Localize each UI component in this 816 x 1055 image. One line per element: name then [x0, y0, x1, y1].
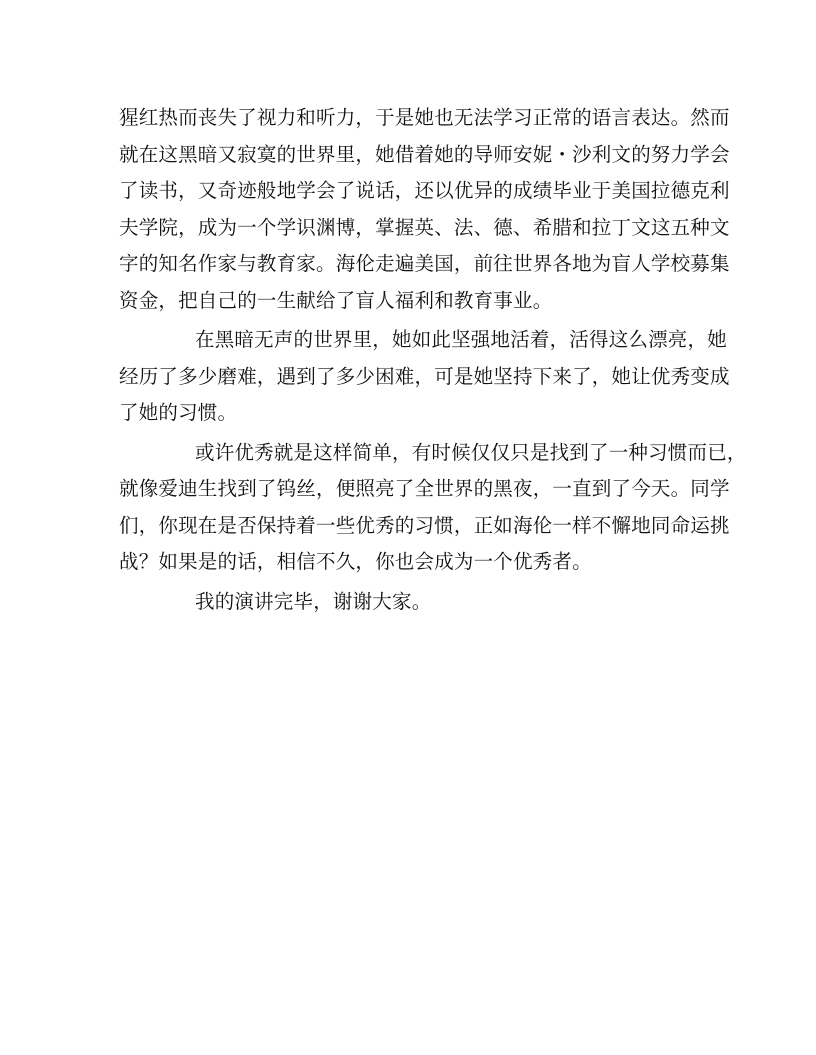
text-line: 了她的习惯。 [119, 401, 238, 424]
paragraph-closing-thanks [119, 584, 699, 621]
text-line-indented: 或许优秀就是这样简单，有时候仅仅只是找到了一种习惯而已， [195, 440, 747, 464]
paragraph-habit-of-excellence [119, 322, 730, 432]
text-line: 经历了多少磨难，遇到了多少困难，可是她坚持下来了，她让优秀变成 [119, 364, 730, 388]
text-line: 字的知名作家与教育家。海伦走遍美国，前往世界各地为盲人学校募集 [119, 252, 730, 275]
text-line: 资金，把自己的一生献给了盲人福利和教育事业。 [119, 288, 553, 312]
text-line-indented: 在黑暗无声的世界里，她如此坚强地活着，活得这么漂亮，她 [195, 328, 727, 351]
paragraph-helen-biography [119, 100, 730, 319]
text-line: 就在这黑暗又寂寞的世界里，她借着她的导师安妮・沙利文的努力学会 [119, 142, 730, 166]
text-line: 夫学院，成为一个学识渊博，掌握英、法、德、希腊和拉丁文这五种文 [119, 215, 730, 239]
paragraph-conclusion [119, 435, 747, 581]
text-line: 们，你现在是否保持着一些优秀的习惯，正如海伦一样不懈地同命运挑 [119, 513, 730, 537]
text-line: 猩红热而丧失了视力和听力，于是她也无法学习正常的语言表达。然而 [119, 106, 730, 129]
text-line-indented: 我的演讲完毕，谢谢大家。 [195, 589, 432, 613]
speech-text-body [119, 100, 747, 620]
text-line: 就像爱迪生找到了钨丝，便照亮了全世界的黑夜，一直到了今天。同学 [119, 477, 730, 500]
text-line: 了读书，又奇迹般地学会了说话，还以优异的成绩毕业于美国拉德克利 [119, 179, 730, 202]
text-line: 战？如果是的话，相信不久，你也会成为一个优秀者。 [119, 550, 592, 573]
